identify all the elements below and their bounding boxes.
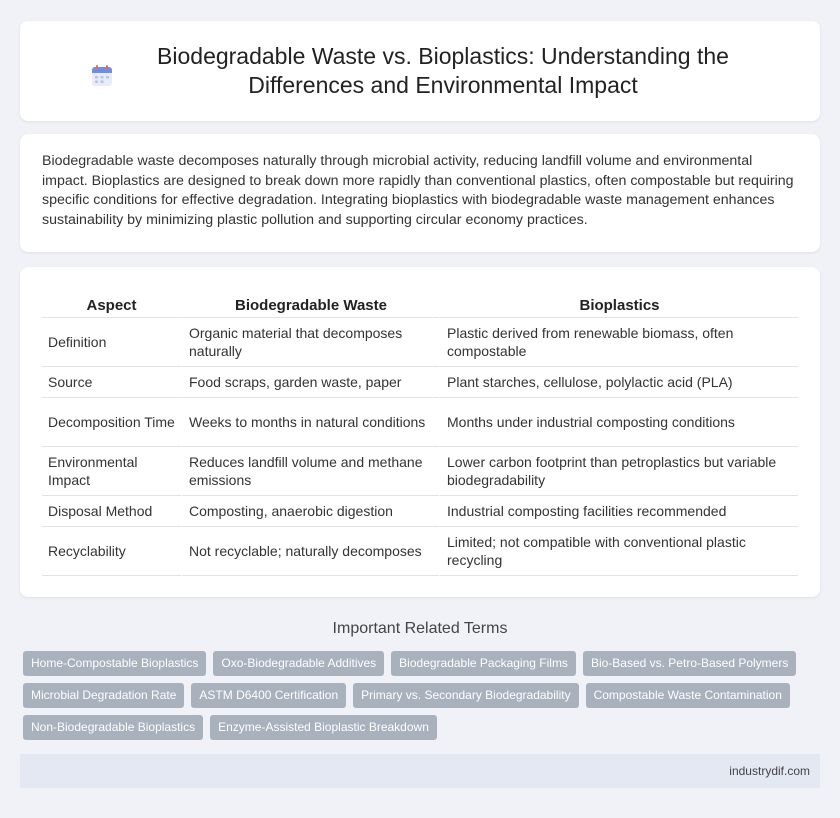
related-terms-tags	[23, 651, 823, 747]
header-biodegradable-waste: Biodegradable Waste	[181, 293, 439, 318]
table-cell: Food scraps, garden waste, paper	[181, 367, 439, 398]
table-cell: Reduces landfill volume and methane emissions	[181, 447, 439, 496]
table-cell: Not recyclable; naturally decomposes	[181, 527, 439, 576]
related-tag[interactable]: Primary vs. Secondary Biodegradability	[353, 683, 578, 708]
related-tag[interactable]: Enzyme-Assisted Bioplastic Breakdown	[210, 715, 437, 740]
footer	[20, 754, 820, 788]
table-row	[42, 447, 798, 496]
table-row	[42, 496, 798, 527]
related-tag[interactable]: Oxo-Biodegradable Additives	[213, 651, 384, 676]
related-tag[interactable]: ASTM D6400 Certification	[191, 683, 346, 708]
tag-row	[23, 683, 823, 708]
header-card	[20, 21, 820, 121]
table-cell: Weeks to months in natural conditions	[181, 398, 439, 447]
header-inner	[90, 42, 750, 100]
table-cell: Plastic derived from renewable biomass, often compostable	[439, 318, 798, 367]
header-aspect: Aspect	[42, 293, 181, 318]
table-cell-aspect: Source	[42, 367, 181, 398]
table-cell-aspect: Decomposition Time	[42, 398, 181, 447]
header-bioplastics: Bioplastics	[439, 293, 798, 318]
related-terms-title: Important Related Terms	[332, 620, 508, 637]
table-header-row	[42, 293, 798, 318]
table-cell-aspect: Disposal Method	[42, 496, 181, 527]
comparison-card	[20, 267, 820, 597]
table-row	[42, 367, 798, 398]
page-title: Biodegradable Waste vs. Bioplastics: Understanding the Differences and Environmental Impact	[157, 43, 729, 98]
table-cell-aspect: Definition	[42, 318, 181, 367]
intro-text: Biodegradable waste decomposes naturally through microbial activity, reducing landfill volume and environmental impact. Bioplastics are designed to break down more rapidly than conventional plastics, often compostable but requiring specific conditions for effective degradation. Integrating bioplastics with biodegradable waste management enhances sustainability by minimizing plastic pollution and supporting circular economy practices.	[42, 153, 794, 228]
related-tag[interactable]: Biodegradable Packaging Films	[391, 651, 576, 676]
related-tag[interactable]: Non-Biodegradable Bioplastics	[23, 715, 203, 740]
table-cell: Limited; not compatible with conventional plastic recycling	[439, 527, 798, 576]
table-row	[42, 318, 798, 367]
related-tag[interactable]: Bio-Based vs. Petro-Based Polymers	[583, 651, 796, 676]
table-row	[42, 527, 798, 576]
table-cell: Organic material that decomposes naturally	[181, 318, 439, 367]
related-tag[interactable]: Home-Compostable Bioplastics	[23, 651, 206, 676]
table-cell: Composting, anaerobic digestion	[181, 496, 439, 527]
related-tag[interactable]: Compostable Waste Contamination	[586, 683, 790, 708]
table-cell: Months under industrial composting conditions	[439, 398, 798, 447]
table-cell: Industrial composting facilities recommended	[439, 496, 798, 527]
tag-row	[23, 651, 823, 676]
comparison-table	[42, 293, 798, 576]
table-cell-aspect: Recyclability	[42, 527, 181, 576]
table-cell: Plant starches, cellulose, polylactic acid (PLA)	[439, 367, 798, 398]
table-row	[42, 398, 798, 447]
tag-row	[23, 715, 823, 740]
related-tag[interactable]: Microbial Degradation Rate	[23, 683, 184, 708]
intro-card	[20, 134, 820, 252]
footer-site[interactable]: industrydif.com	[729, 764, 810, 778]
table-cell: Lower carbon footprint than petroplastics but variable biodegradability	[439, 447, 798, 496]
calendar-icon	[90, 64, 114, 88]
table-cell-aspect: Environmental Impact	[42, 447, 181, 496]
